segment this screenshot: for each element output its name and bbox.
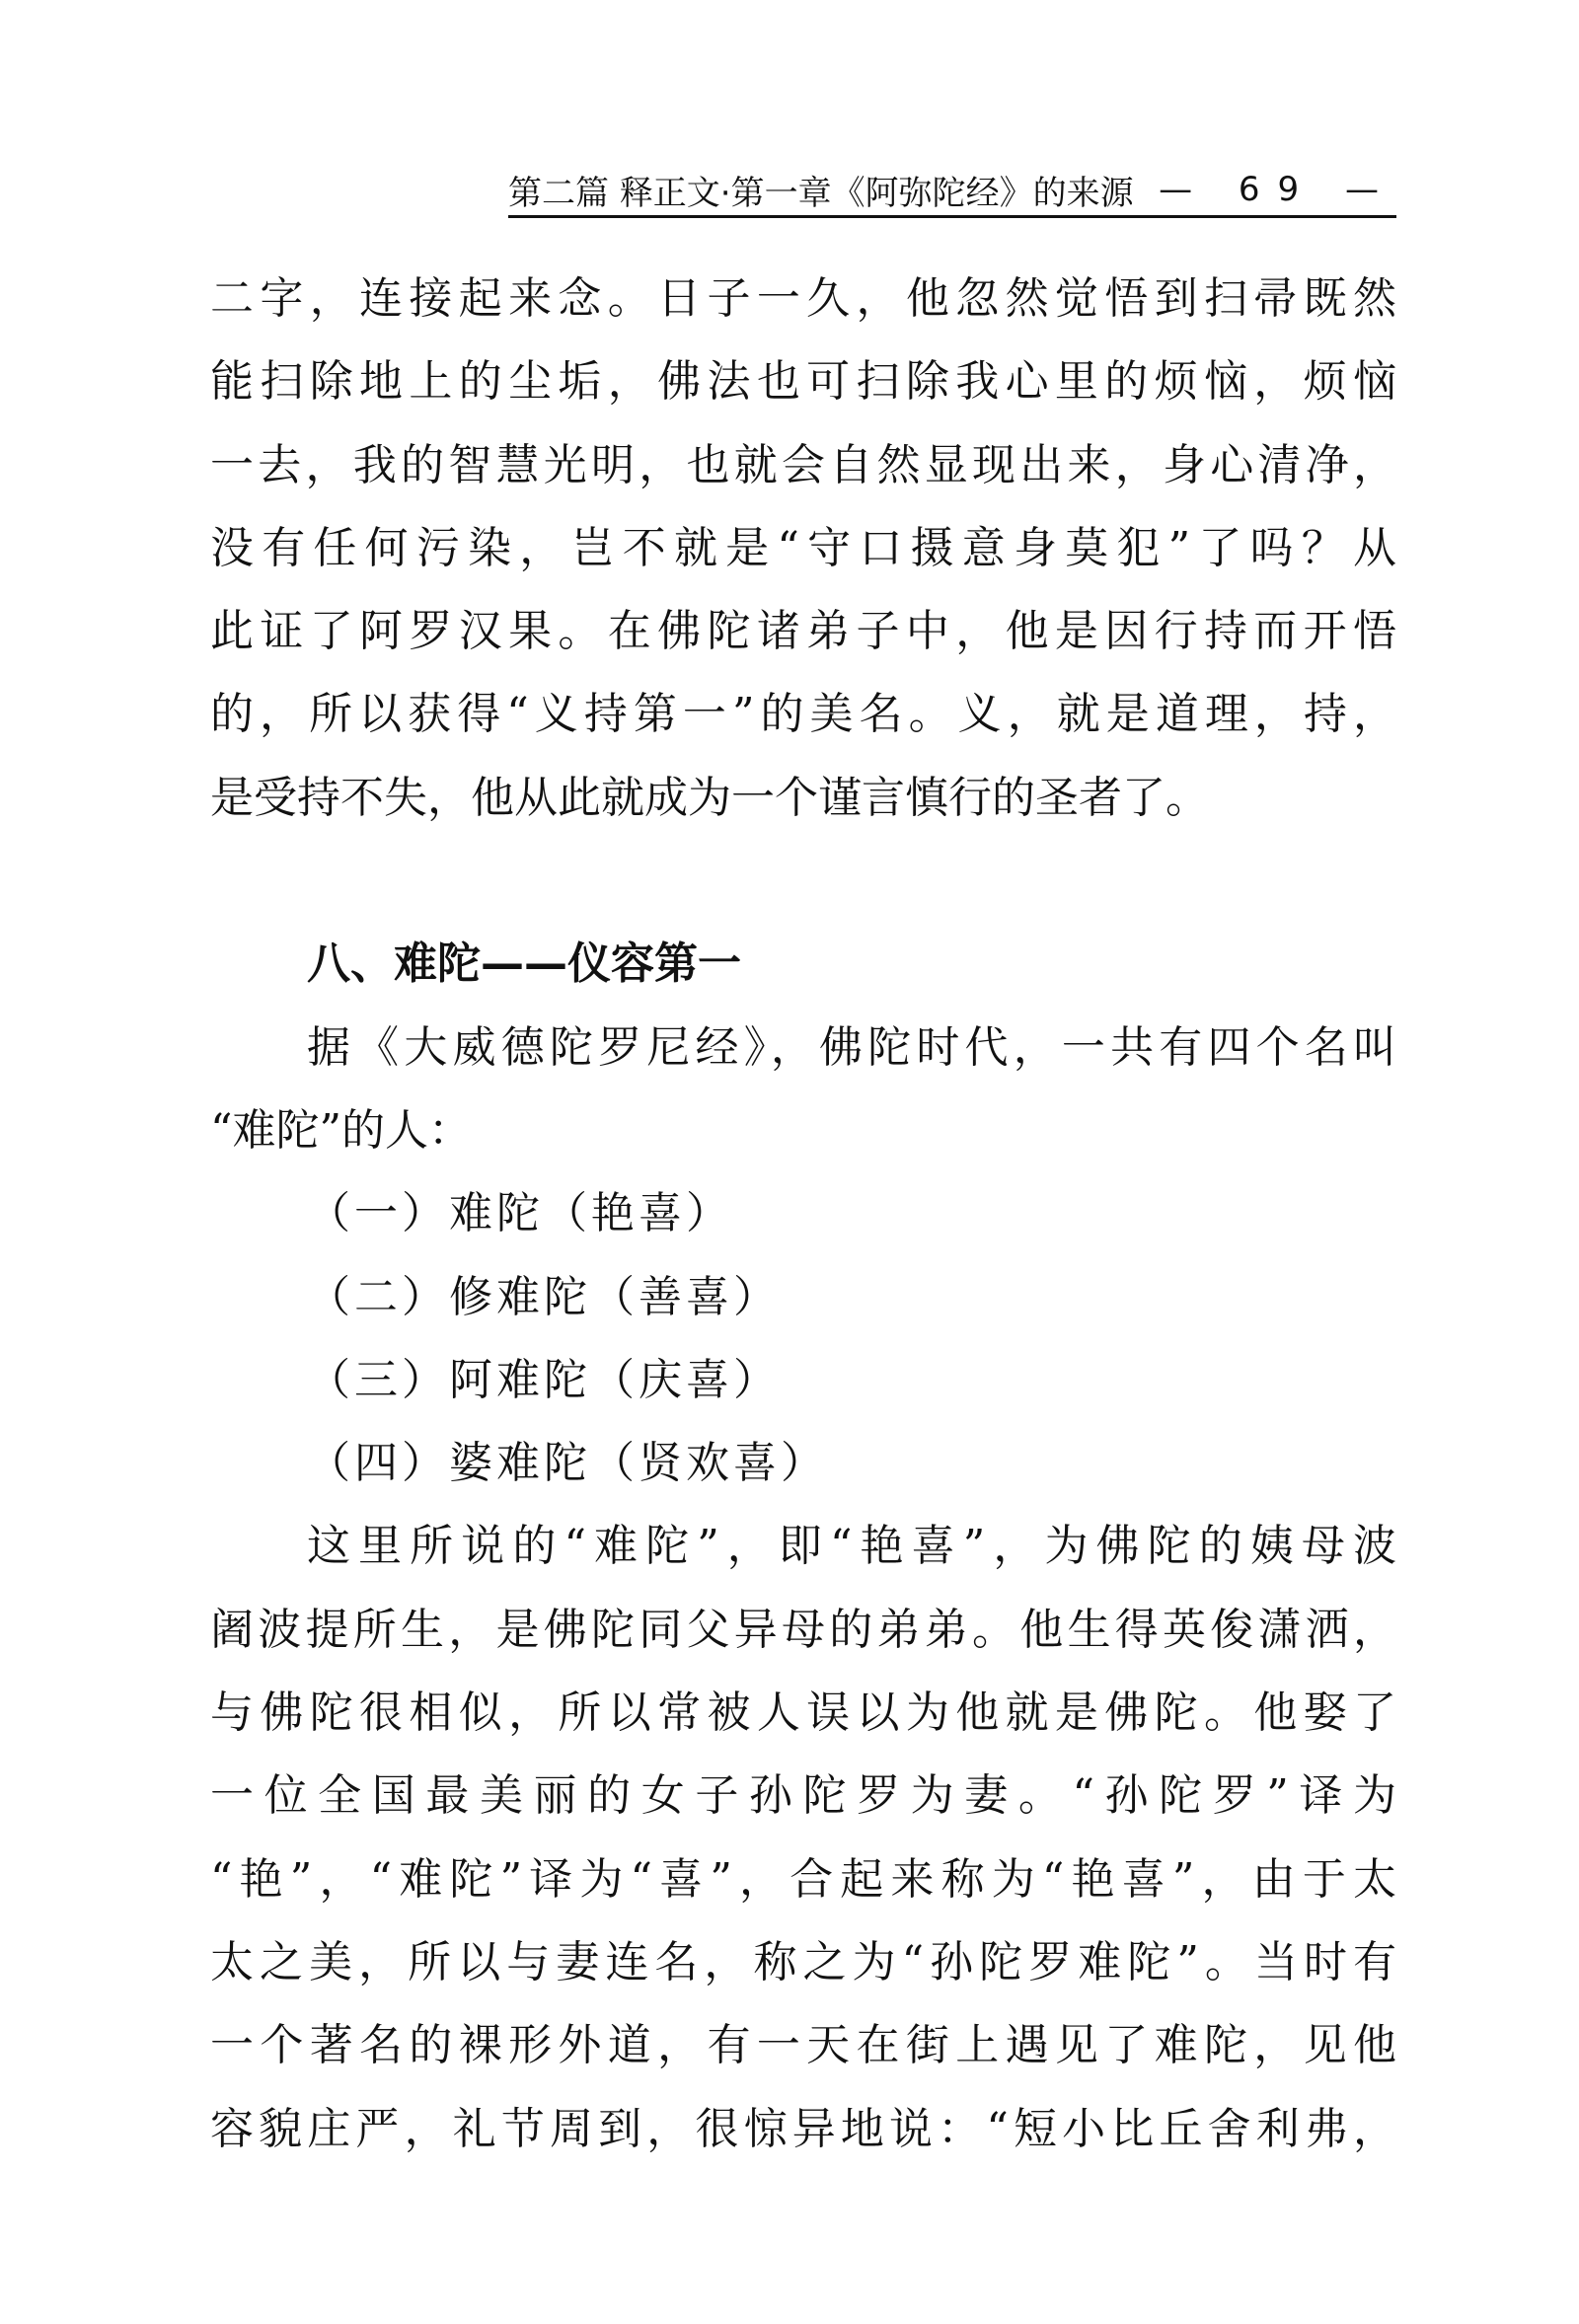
- text-line: “难陀”的人：: [210, 1104, 472, 1156]
- spacer: [210, 840, 1396, 923]
- page-number: — 69 —: [1159, 170, 1396, 209]
- paragraph-1: [210, 258, 1396, 840]
- text-line: 是受持不失，他从此就成为一个谨言慎行的圣者了。: [210, 772, 1209, 823]
- list-item: （一）难陀（艳喜）: [307, 1188, 733, 1239]
- running-header: [508, 166, 1396, 213]
- text-line: 阇波提所生，是佛陀同父异母的弟弟。他生得英俊潇洒，: [210, 1604, 1396, 1655]
- text-line: 一个著名的裸形外道，有一天在街上遇见了难陀，见他: [210, 2020, 1396, 2071]
- list-item: （三）阿难陀（庆喜）: [307, 1354, 781, 1405]
- text-line: 的，所以获得“义持第一”的美名。义，就是道理，持，: [210, 689, 1396, 740]
- list-item: （二）修难陀（善喜）: [307, 1271, 781, 1322]
- text-line: “艳”，“难陀”译为“喜”，合起来称为“艳喜”，由于太: [210, 1853, 1396, 1905]
- page-body: [210, 258, 1396, 2171]
- text-line: 容貌庄严，礼节周到，很惊异地说：“短小比丘舍利弗，: [210, 2103, 1396, 2154]
- text-line: 能扫除地上的尘垢，佛法也可扫除我心里的烦恼，烦恼: [210, 356, 1396, 408]
- header-rule: [508, 215, 1396, 218]
- text-line: 据《大威德陀罗尼经》，佛陀时代，一共有四个名叫: [307, 1021, 1396, 1073]
- text-line: 这里所说的“难陀”，即“艳喜”，为佛陀的姨母波: [307, 1521, 1396, 1572]
- paragraph-2: [210, 1007, 1396, 1173]
- text-line: 一去，我的智慧光明，也就会自然显现出来，身心清净，: [210, 439, 1396, 490]
- text-line: 没有任何污染，岂不就是“守口摄意身莫犯”了吗？从: [210, 522, 1396, 573]
- list-item: （四）婆难陀（贤欢喜）: [307, 1438, 828, 1489]
- text-line: 二字，连接起来念。日子一久，他忽然觉悟到扫帚既然: [210, 273, 1396, 324]
- section-heading: 八、难陀——仪容第一: [307, 938, 741, 990]
- text-line: 一位全国最美丽的女子孙陀罗为妻。“孙陀罗”译为: [210, 1770, 1396, 1822]
- text-line: 此证了阿罗汉果。在佛陀诸弟子中，他是因行持而开悟: [210, 606, 1396, 657]
- name-list: [210, 1172, 1396, 1505]
- paragraph-3: [210, 1505, 1396, 2170]
- text-line: 与佛陀很相似，所以常被人误以为他就是佛陀。他娶了: [210, 1687, 1396, 1739]
- text-line: 太之美，所以与妻连名，称之为“孙陀罗难陀”。当时有: [210, 1936, 1396, 1987]
- running-title: 第二篇 释正文·第一章《阿弥陀经》的来源: [508, 173, 1134, 213]
